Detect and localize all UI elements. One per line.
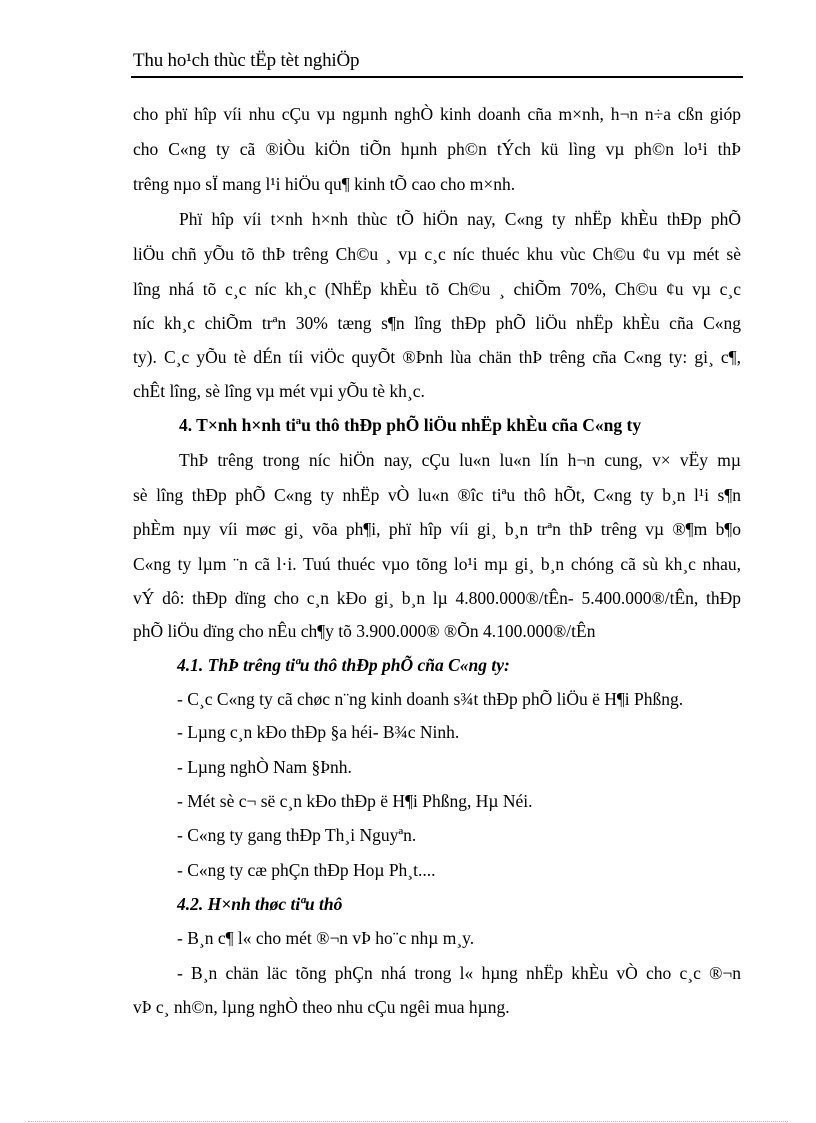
body-line: níc kh¸c chiÕm trªn 30% tæng s¶n lîng thÐp phÕ liÖu nhËp khÈu cña C«ng [133,313,741,333]
body-line: Phï hîp víi t×nh h×nh thùc tÕ hiÖn nay, C«ng ty nhËp khÈu thÐp phÕ [179,209,741,229]
body-line: vÝ dô: thÐp dïng cho c¸n kÐo gi¸ b¸n lµ 4.800.000®/tÊn- 5.400.000®/tÊn, thÐp [133,588,741,608]
subsection-heading: 4.2. H×nh thøc tiªu thô [177,894,343,914]
header-rule [131,76,743,78]
body-line: cho phï hîp víi nhu cÇu vµ ngµnh nghÒ kinh doanh cña m×nh, h¬n n÷a cßn gióp [133,104,741,124]
list-item: - C«ng ty cæ phÇn thÐp Hoµ Ph¸t.... [177,860,436,880]
body-line: cho C«ng ty cã ®iÒu kiÖn tiÕn hµnh ph©n tÝch kü lìng vµ ph©n lo¹i thÞ [133,139,741,159]
list-item: - C¸c C«ng ty cã chøc n¨ng kinh doanh s¾t thÐp phÕ liÖu ë H¶i Phßng. [177,689,684,709]
list-item: - Lµng c¸n kÐo thÐp §a héi- B¾c Ninh. [177,722,460,742]
list-item: - Mét sè c¬ së c¸n kÐo thÐp ë H¶i Phßng, Hµ Néi. [177,791,533,811]
body-line: ty). C¸c yÕu tè dÉn tíi viÖc quyÕt ®Þnh lùa chän thÞ trêng cña C«ng ty: gi¸ c¶, [133,347,741,367]
body-line: sè lîng thÐp phÕ C«ng ty nhËp vÒ lu«n ®îc tiªu thô hÕt, C«ng ty b¸n l¹i s¶n [133,485,741,505]
page-bottom-edge [28,1121,788,1122]
body-line: phÈm nµy víi møc gi¸ võa ph¶i, phï hîp víi gi¸ b¸n trªn thÞ trêng vµ ®¶m b¶o [133,519,741,539]
body-line: ThÞ trêng trong níc hiÖn nay, cÇu lu«n lu«n lín h¬n cung, v× vËy mµ [179,450,741,470]
list-item: - Lµng nghÒ Nam §Þnh. [177,757,352,777]
body-line: trêng nµo sÏ mang l¹i hiÖu qu¶ kinh tÕ cao cho m×nh. [133,174,516,194]
list-item: - C«ng ty gang thÐp Th¸i Nguyªn. [177,825,417,845]
body-line: phÕ liÖu dïng cho nÊu ch¶y tõ 3.900.000® ®Õn 4.100.000®/tÊn [133,621,596,641]
body-line: chÊt lîng, sè lîng vµ mét vµi yÕu tè kh¸c. [133,381,425,401]
section-heading: 4. T×nh h×nh tiªu thô thÐp phÕ liÖu nhËp khÈu cña C«ng ty [179,415,642,435]
list-item: - B¸n c¶ l« cho mét ®¬n vÞ ho¨c nhµ m¸y. [177,928,475,948]
body-line: C«ng ty lµm ¨n cã l·i. Tuú thuéc vµo tõng lo¹i mµ gi¸ b¸n chóng cã sù kh¸c nhau, [133,554,741,574]
list-item-continuation: vÞ c¸ nh©n, lµng nghÒ theo nhu cÇu ngêi mua hµng. [133,997,510,1017]
body-line: lîng nhá tõ c¸c níc kh¸c (NhËp khÈu tõ Ch©u ¸ chiÕm 70%, Ch©u ¢u vµ c¸c [133,279,741,299]
running-header: Thu ho¹ch thùc tËp tèt nghiÖp [133,50,360,71]
body-line: liÖu chñ yÕu tõ thÞ trêng Ch©u ¸ vµ c¸c níc thuéc khu vùc Ch©u ¢u vµ mét sè [133,244,741,264]
list-item: - B¸n chän läc tõng phÇn nhá trong l« hµng nhËp khÈu vÒ cho c¸c ®¬n [177,963,741,983]
subsection-heading: 4.1. ThÞ trêng tiªu thô thÐp phÕ cña C«ng ty: [177,655,510,675]
